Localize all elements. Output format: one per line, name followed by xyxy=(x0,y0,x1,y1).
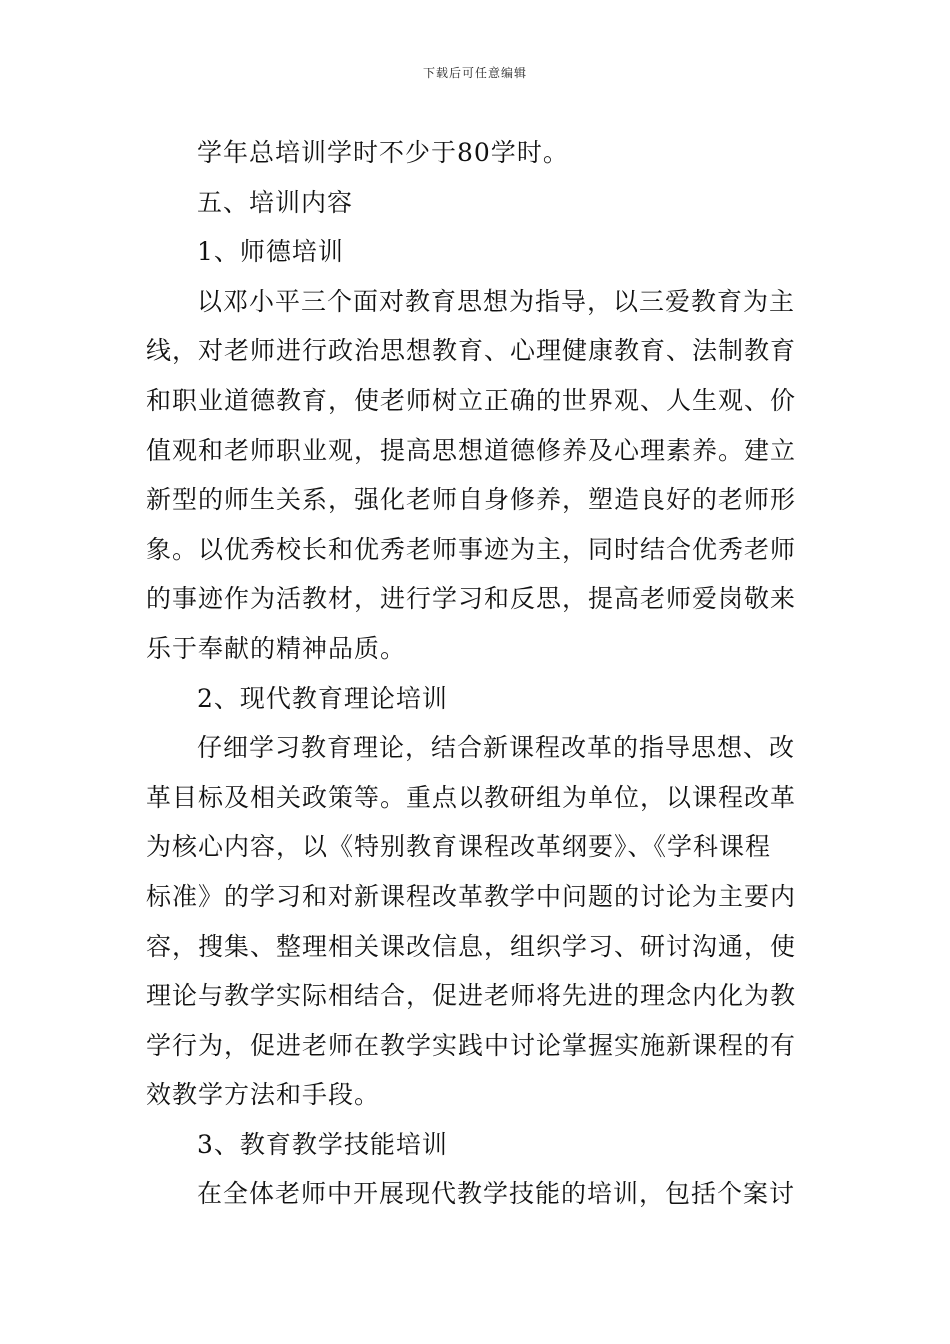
text-line: 的事迹作为活教材，进行学习和反思，提高老师爱岗敬来 xyxy=(146,584,797,614)
text-line: 学行为，促进老师在教学实践中讨论掌握实施新课程的有 xyxy=(146,1030,797,1060)
subsection-heading: 2、现代教育理论培训 xyxy=(197,683,448,713)
text-line: 乐于奉献的精神品质。 xyxy=(146,633,407,663)
text-line: 学年总培训学时不少于80学时。 xyxy=(197,138,569,167)
subsection-heading: 1、师德培训 xyxy=(197,237,344,267)
text-line: 效教学方法和手段。 xyxy=(146,1080,381,1110)
text-line: 理论与教学实际相结合，促进老师将先进的理念内化为教 xyxy=(146,981,797,1011)
document-body xyxy=(146,128,808,1219)
text-line: 值观和老师职业观，提高思想道德修养及心理素养。建立 xyxy=(146,435,797,465)
text-line: 新型的师生关系，强化老师自身修养，塑造良好的老师形 xyxy=(146,485,797,515)
text-line: 象。以优秀校长和优秀老师事迹为主，同时结合优秀老师 xyxy=(146,534,797,564)
text-line: 为核心内容，以《特别教育课程改革纲要》、《学科课程 xyxy=(146,832,772,862)
text-line: 和职业道德教育，使老师树立正确的世界观、人生观、价 xyxy=(146,385,797,415)
text-line: 在全体老师中开展现代教学技能的培训，包括个案讨 xyxy=(197,1179,796,1209)
text-line: 标准》的学习和对新课程改革教学中问题的讨论为主要内 xyxy=(146,881,797,911)
subsection-heading: 3、教育教学技能培训 xyxy=(197,1129,448,1159)
page-header-note: 下载后可任意编辑 xyxy=(422,66,527,80)
section-heading: 五、培训内容 xyxy=(197,187,354,217)
text-line: 线，对老师进行政治思想教育、心理健康教育、法制教育 xyxy=(146,336,797,366)
text-line: 革目标及相关政策等。重点以教研组为单位，以课程改革 xyxy=(146,782,797,812)
text-line: 以邓小平三个面对教育思想为指导，以三爱教育为主 xyxy=(197,286,796,316)
text-line: 容，搜集、整理相关课改信息，组织学习、研讨沟通，使 xyxy=(146,931,797,961)
text-line: 仔细学习教育理论，结合新课程改革的指导思想、改 xyxy=(197,733,796,763)
